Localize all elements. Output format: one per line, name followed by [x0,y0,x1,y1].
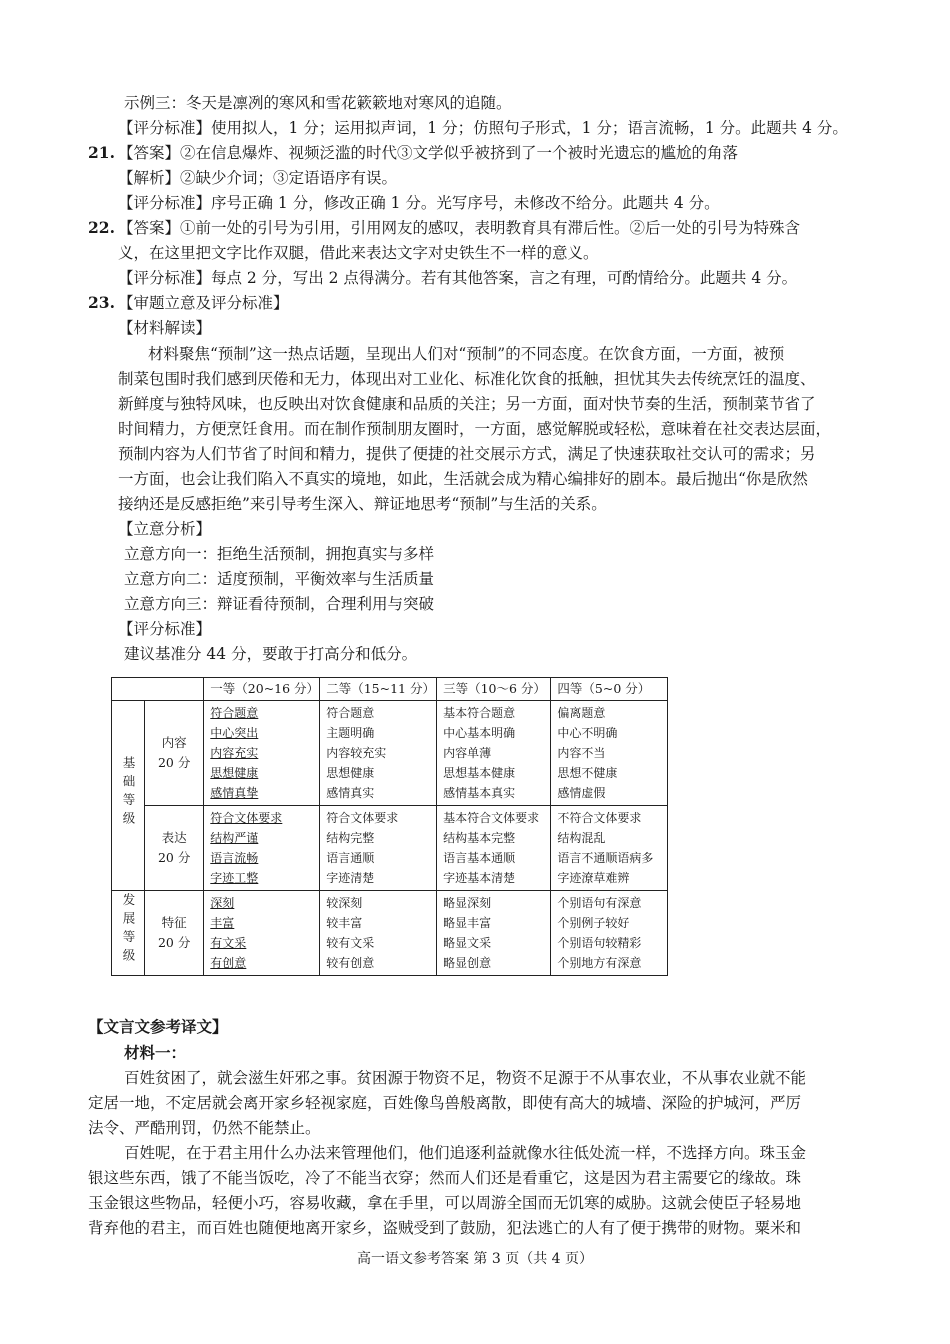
example-three: 示例三：冬天是凛冽的寒风和雪花簌簌地对寒风的追随。 [124,94,512,112]
analysis-21: 【解析】②缺少介词；③定语语序有误。 [118,169,398,187]
table-corner-cell [112,678,204,701]
translation-para2-line3: 玉金银这些物品，轻便小巧，容易收藏，拿在手里，可以周游全国而无饥寒的威胁。这就会使臣子轻易地 [88,1194,802,1212]
table-header-row [112,678,668,701]
cell-expression-grade-3: 基本符合文体要求 结构基本完整 语言基本通顺 字迹基本清楚 [437,806,551,891]
cell-content-grade-4: 偏离题意 中心不明确 内容不当 思想不健康 感情虚假 [551,701,668,806]
translation-para2-line1: 百姓呢，在于君主用什么办法来管理他们，他们追逐利益就像水往低处流一样，不选择方向。珠玉金 [124,1144,807,1162]
material-para-line4: 时间精力，方便烹饪食用。而在制作预制朋友圈时，一方面，感觉解脱或轻松，意味着在社交表达层面， [118,420,832,438]
group-development-level: 发展等级 [112,891,145,976]
material-para-line5: 预制内容为人们节省了时间和精力，提供了便捷的社交展示方式，满足了快速获取社交认可的需求；另 [118,445,816,463]
scoring-standard-20: 【评分标准】使用拟人，1 分；运用拟声词，1 分；仿照句子形式，1 分；语言流畅，1 分。此题共 4 分。 [118,119,848,137]
answer-21: 【答案】②在信息爆炸、视频泛滥的时代③文学似乎被挤到了一个被时光遗忘的尴尬的角落 [118,144,739,162]
classical-translation-heading: 【文言文参考译文】 [88,1017,228,1036]
material-para-line3: 新鲜度与独特风味，也反映出对饮食健康和品质的关注；另一方面，面对快节奏的生活，预制菜节省了 [118,395,816,413]
row-label-content: 内容 20 分 [145,701,204,806]
row-label-expression: 表达 20 分 [145,806,204,891]
question-number-23: 23. [88,293,115,312]
material-one-label: 材料一： [124,1043,187,1062]
scoring-standard-22: 【评分标准】每点 2 分，写出 2 点得满分。若有其他答案，言之有理，可酌情给分。此题共 4 分。 [118,269,798,287]
answer-22-line1: 【答案】①前一处的引号为引用，引用网友的感叹，表明教育具有滞后性。②后一处的引号为特殊含 [118,219,801,237]
cell-content-grade-1: 符合题意 中心突出 内容充实 思想健康 感情真挚 [204,701,320,806]
cell-feature-grade-1: 深刻 丰富 有文采 有创意 [204,891,320,976]
cell-expression-grade-4: 不符合文体要求 结构混乱 语言不通顺语病多 字迹潦草难辨 [551,806,668,891]
translation-para2-line2: 银这些东西，饿了不能当饭吃，冷了不能当衣穿；然而人们还是看重它，这是因为君主需要它的缘故。珠 [88,1169,802,1187]
scoring-standard-heading: 【评分标准】 [118,620,212,638]
row-label-feature: 特征 20 分 [145,891,204,976]
cell-content-grade-2: 符合题意 主题明确 内容较充实 思想健康 感情真实 [320,701,437,806]
translation-para1-line1: 百姓贫困了，就会滋生奸邪之事。贫困源于物资不足，物资不足源于不从事农业，不从事农业就不能 [124,1069,807,1087]
header-grade-2: 二等（15~11 分） [320,678,437,701]
cell-feature-grade-2: 较深刻 较丰富 较有文采 较有创意 [320,891,437,976]
group-basic-level: 基础等级 [112,701,145,891]
material-para-line1: 材料聚焦“预制”这一热点话题，呈现出人们对“预制”的不同态度。在饮食方面，一方面，被预 [148,345,785,363]
cell-feature-grade-4: 个别语句有深意 个别例子较好 个别语句较精彩 个别地方有深意 [551,891,668,976]
answer-22-line2: 义，在这里把文字比作双腿，借此来表达文字对史铁生不一样的意义。 [118,244,599,262]
material-reading-heading: 【材料解读】 [118,319,212,337]
table-row-content [112,701,668,806]
material-para-line7: 接纳还是反感拒绝”来引导考生深入、辩证地思考“预制”与生活的关系。 [118,495,607,513]
header-grade-4: 四等（5~0 分） [551,678,668,701]
scoring-standard-21: 【评分标准】序号正确 1 分，修改正确 1 分。光写序号，未修改不给分。此题共 4 分。 [118,194,720,212]
cell-expression-grade-1: 符合文体要求 结构严谨 语言流畅 字迹工整 [204,806,320,891]
translation-para1-line2: 定居一地，不定居就会离开家乡轻视家庭，百姓像鸟兽般离散，即使有高大的城墙、深险的护城河，严厉 [88,1094,802,1112]
header-grade-1: 一等（20~16 分） [204,678,320,701]
translation-para1-line3: 法令、严酷刑罚，仍然不能禁止。 [88,1119,321,1137]
base-score-note: 建议基准分 44 分，要敢于打高分和低分。 [124,645,418,663]
translation-para2-line4: 背弃他的君主，而百姓也随便地离开家乡，盗贼受到了鼓励，犯法逃亡的人有了便于携带的财物。粟米和 [88,1219,802,1237]
essay-rubric-table [111,677,668,976]
table-row-expression [112,806,668,891]
page-footer: 高一语文参考答案 第 3 页（共 4 页） [356,1251,594,1267]
table-row-feature [112,891,668,976]
cell-expression-grade-2: 符合文体要求 结构完整 语言通顺 字迹清楚 [320,806,437,891]
question-number-22: 22. [88,218,115,237]
material-para-line2: 制菜包围时我们感到厌倦和无力，体现出对工业化、标准化饮食的抵触，担忧其失去传统烹饪的温度、 [118,370,816,388]
theme-direction-2: 立意方向二：适度预制，平衡效率与生活质量 [124,570,435,588]
cell-content-grade-3: 基本符合题意 中心基本明确 内容单薄 思想基本健康 感情基本真实 [437,701,551,806]
theme-direction-1: 立意方向一：拒绝生活预制，拥抱真实与多样 [124,545,435,563]
theme-direction-3: 立意方向三：辩证看待预制，合理利用与突破 [124,595,435,613]
question-number-21: 21. [88,143,115,162]
header-grade-3: 三等（10～6 分） [437,678,551,701]
theme-analysis-heading: 【立意分析】 [118,520,212,538]
cell-feature-grade-3: 略显深刻 略显丰富 略显文采 略显创意 [437,891,551,976]
material-para-line6: 一方面，也会让我们陷入不真实的境地，如此，生活就会成为精心编排好的剧本。最后抛出“你是欣然 [118,470,808,488]
essay-heading: 【审题立意及评分标准】 [118,294,289,312]
